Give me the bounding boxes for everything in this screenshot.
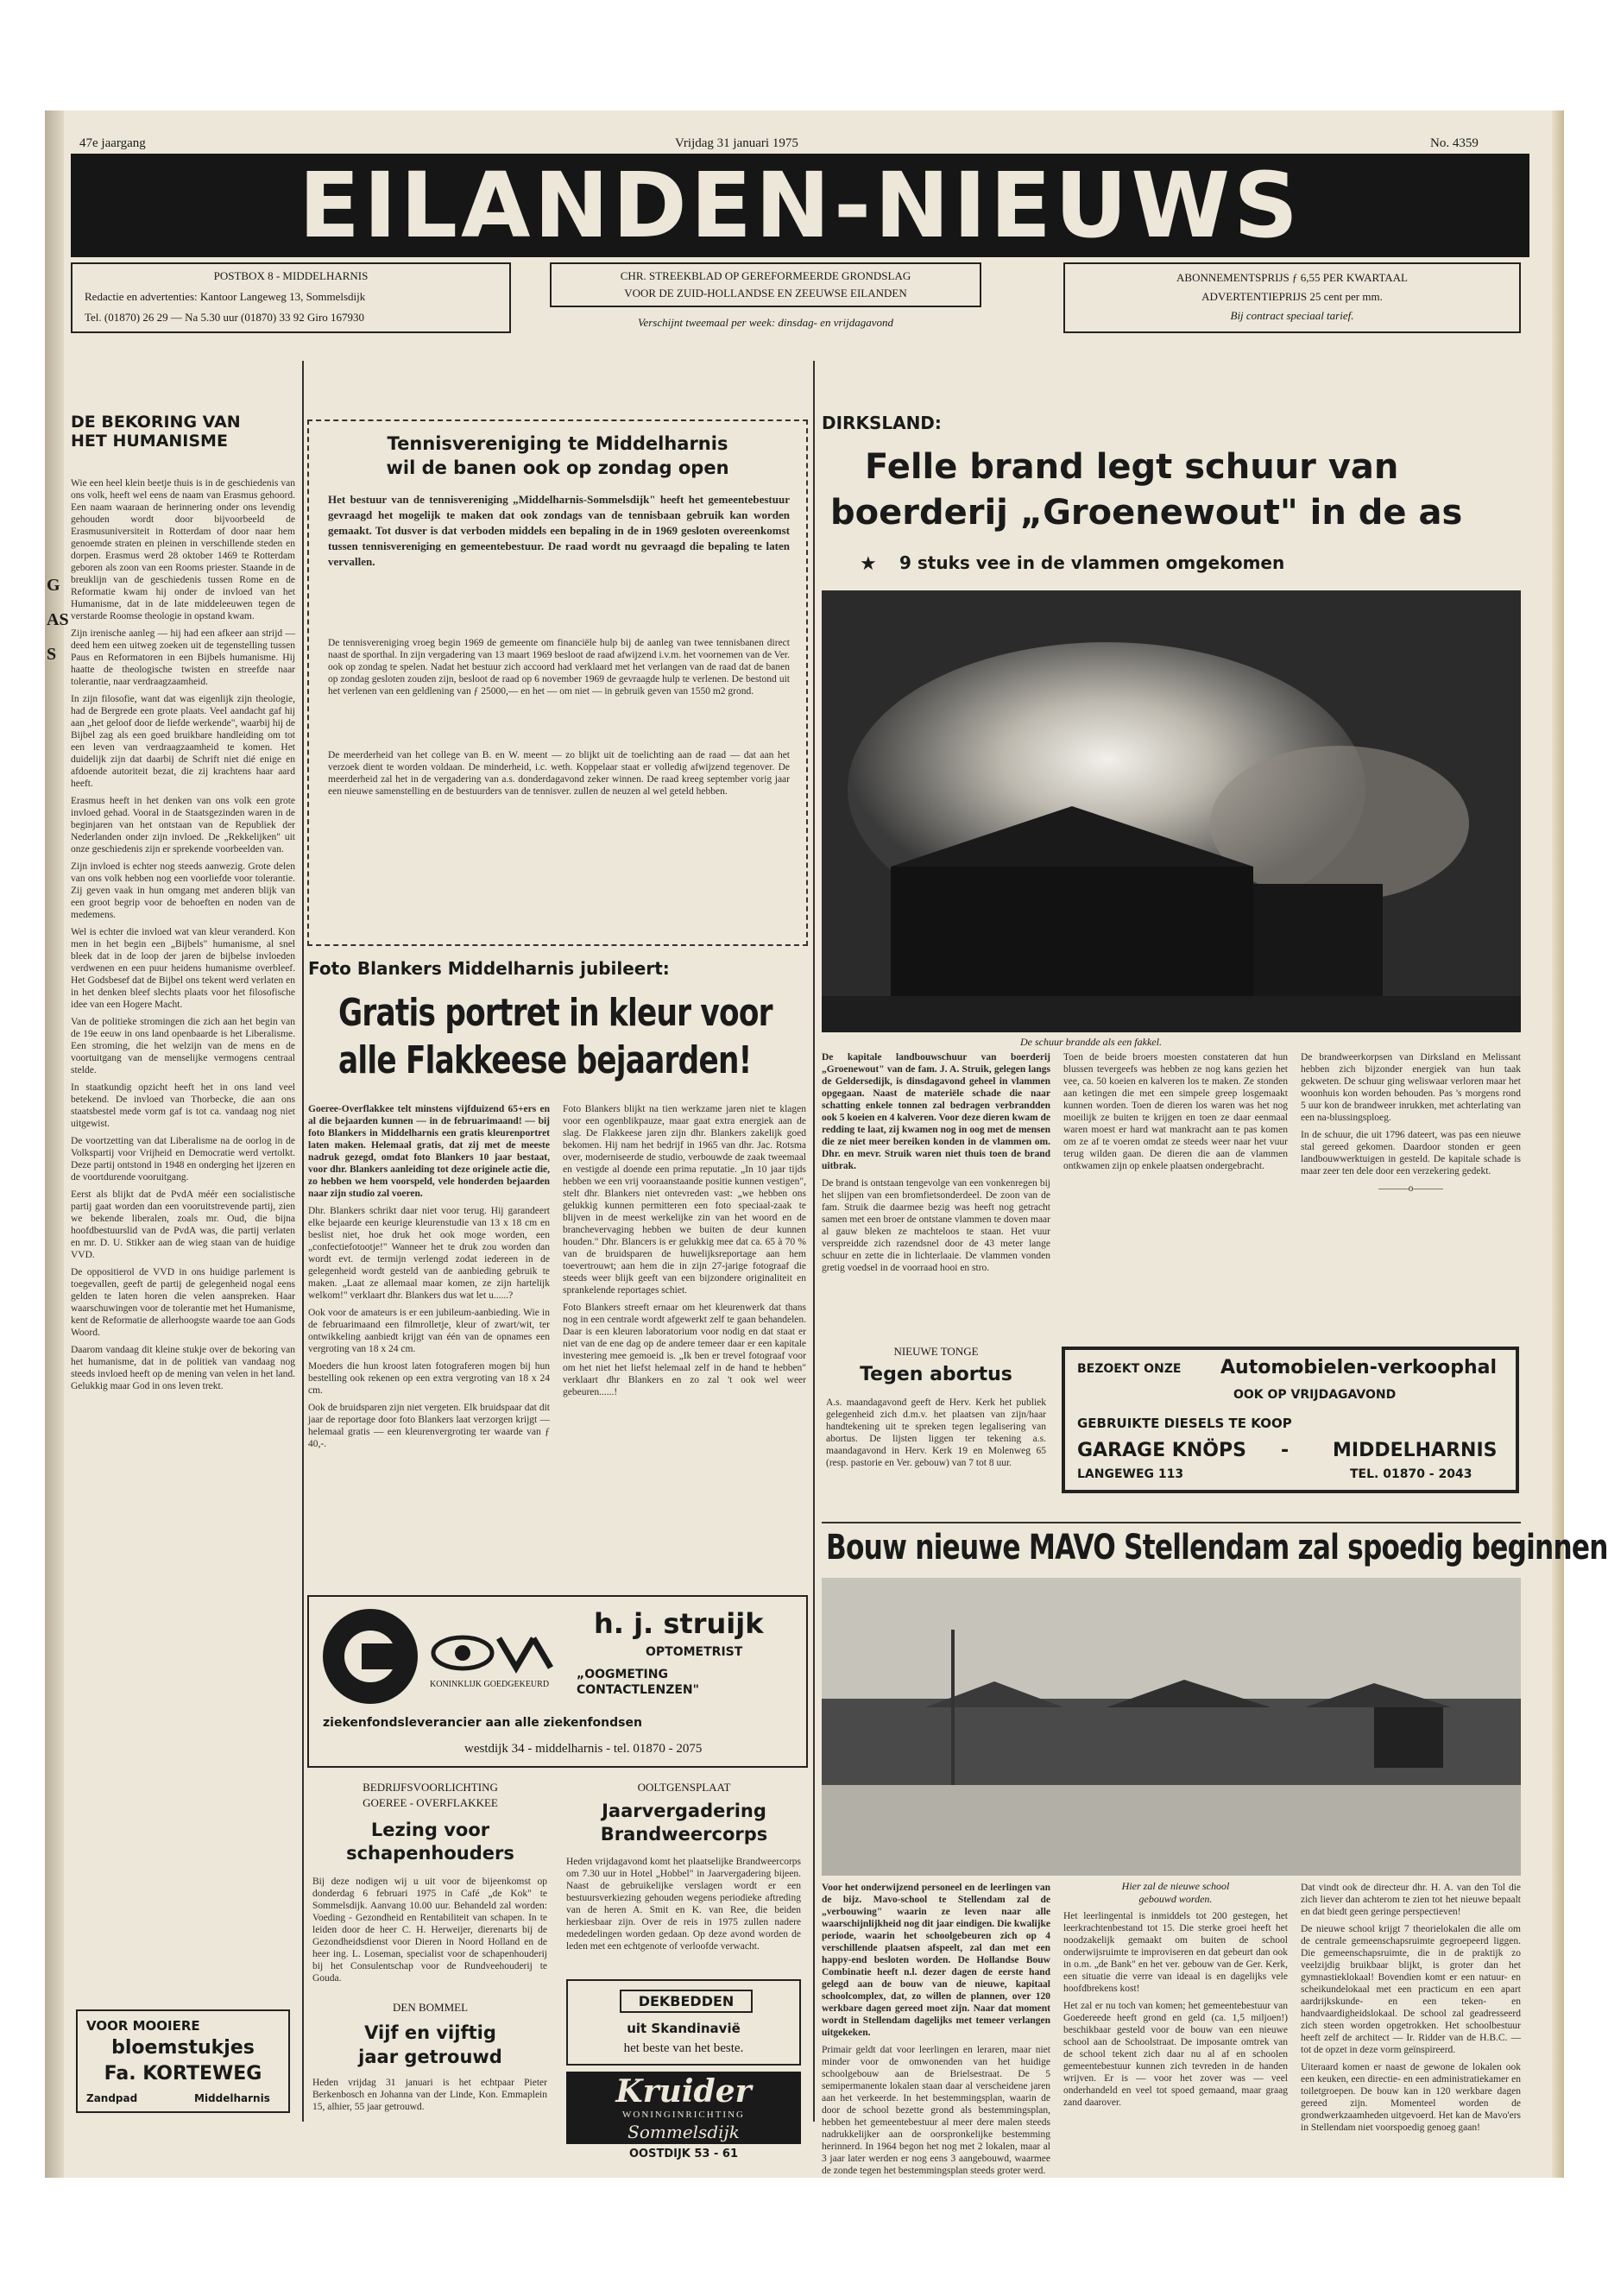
bommel-headline1: Vijf en vijftig [364,2022,496,2043]
brand-column2 [1063,1051,1288,1336]
infobox-center-sub: Verschijnt tweemaal per week: dinsdag- en vrijdagavond [637,316,894,329]
brandweer-body: Heden vrijdagavond komt het plaatselijke Brandweercorps om 7.30 uur in Hotel „Hobbel" in Jaarvergadering bijeen. Naast de gebruikelijke verslagen wordt er een bestuursverkiezing gehouden wegens periodieke aftreding van de heren A. Smit en K. van Ree, die beiden herkiesbaar zijn. Over de reis in 1975 zullen nadere mededelingen worden gedaan. Op deze avond worden de leden met een echtgenote of verloofde verwacht. [566,1857,801,1952]
mavo-caption2: gebouwd worden. [1138,1893,1213,1905]
portret-kicker: Foto Blankers Middelharnis jubileert: [308,958,670,979]
infobox-center-line1: CHR. STREEKBLAD OP GEREFORMEERDE GRONDSLAG [620,269,911,282]
korteweg-line1: VOOR MOOIERE [86,2018,200,2034]
lezing-headline1: Lezing voor [370,1820,490,1840]
portret-paragraph: Foto Blankers streeft ernaar om het kleurenwerk dat thans nog in een centrale wordt afgewerkt zelf te gaan behandelen. Daar is een kleuren laboratorium voor nodig en dat staat er niet van de ene dag op de andere temeer daar er een kapitale investering mee gemoeid is. „Ik ben er trevel fotograaf voor om het niet het liefst helemaal zelf in de hand te hebben" verklaart dhr Blankers en zo zal 't ook wel weer gebeuren......! [563,1303,806,1397]
infobox-right-line3: Bij contract speciaal tarief. [1230,309,1354,322]
dekbedden-advertisement [566,1979,801,2066]
mavo-paragraph: Het leerlingental is inmiddels tot 200 gestegen, het leerkrachtenbestand tot 15. Die sterke groei heeft het noodzakelijk gemaakt om buiten de school onderwijsruimte te improviseren en dat gebeurt dan ook in o.m. „de Bank" en het ver. gebouw van de Ger. Kerk, een situatie die verre van ideaal is en dagelijks vele hoofdbrekens kost! [1063,1911,1288,1994]
mavo-paragraph: Uiteraard komen er naast de gewone de lokalen ook een keuken, een directie- en een administratiekamer en toiletgroepen. De bouw kan in 120 werkbare dagen gereed zijn. Momenteel worden de grondwerkzaamheden uitgevoerd. Het kan de Mavo'ers in Stellendam niet voorspoedig genoeg gaan! [1301,2062,1521,2133]
brandweer-kicker: OOLTGENSPLAAT [637,1781,731,1794]
dekbedden-line2: uit Skandinavië [627,2021,741,2036]
portret-paragraph: Dhr. Blankers schrikt daar niet voor terug. Hij garandeert elke bejaarde een keurige kleurenstudie van 13 x 18 cm en beslist niet, hoe druk het ook moge worden, een „confectiefotootje!" Wanneer het te druk zou worden dan wordt evt. de termijn verlengd zodat iedereen in de gelegenheid wordt gesteld van de aanbieding gebruik te maken. „Laat ze allemaal maar komen, ze zijn hartelijk welkom!" verklaart dhr. Blankers dus wat let u......? [308,1206,550,1301]
humanisme-paragraph: Van de politieke stromingen die zich aan het begin van de 19e eeuw in ons land openbaarde is het Liberalisme. Een stroming, die het welzijn van de mens en de voortuitgang van de menselijke vermogens centraal stelde. [71,1017,295,1075]
jaargang: 47e jaargang [79,136,146,150]
mavo-column3 [1301,1882,1521,2167]
humanisme-paragraph: Wel is echter die invloed wat van kleur veranderd. Kon men in het begin een „Bijbels" humanisme, al snel bleek dat in de loop der jaren de bijbelse invloeden verdwenen en een puur heidens humanisme overbleef. Het Godsbesef dat de Bijbel ons tekent werd verlaten en in het denken bleef slechts plaats voor het filosofische idee van een Hogere Macht. [71,927,295,1010]
fire-photo [822,590,1521,1032]
humanisme-paragraph: Erasmus heeft in het denken van ons volk een grote invloed gehad. Vooral in de Staatsgezinden waren in de beginjaren van het ontstaan van de Republiek der Nederlanden onder zijn invloed. De „Rekkelijken" uit onze geschiedenis zijn er sprekende voorbeelden van. [71,796,295,855]
brand-subhead: 9 stuks vee in de vlammen omgekomen [899,552,1285,573]
garage-phone: TEL. 01870 - 2043 [1350,1467,1472,1481]
garage-line1b: Automobielen-verkoophal [1220,1357,1497,1378]
struijk-tagline1: „OOGMETING [577,1668,668,1681]
binding-spine [45,110,69,2178]
korteweg-place: Middelharnis [194,2092,270,2104]
brand-headline2: boerderij „Groenewout" in de as [830,493,1463,533]
humanisme-paragraph: Wie een heel klein beetje thuis is in de geschiedenis van ons volk, heeft wel eens de naam van Erasmus gehoord. Een naam waaraan de herinnering onder ons levendig gehouden wordt door bijvoorbeeld de Erasmusuniversiteit in Rotterdam of door naar hem genoemde straten en pleinen in verschillende steden en dorpen. Erasmus werd 28 oktober 1469 te Rotterdam geboren als zoon van een Rooms priester. Staande in de breuklijn van de geschiedenis tussen Rome en de Reformatie kwam hij onder de invloed van het Humanisme, dat in de late middeleeuwen tegen de verstarde Roomse theologie in opstand kwam. [71,478,295,621]
korteweg-advertisement [76,2009,290,2113]
portret-lead: Goeree-Overflakkee telt minstens vijfduizend 65+ers en al die bejaarden kunnen — in de februarimaand! — bij foto Blankers in Middelharnis een gratis kleurenportret laten maken. Helemaal gratis, dat zij met de meeste nadruk gezegd, omdat foto Blankers 10 jaar bestaat, voor dhr. Blankers aanleiding tot deze originele actie die, zo hebben we hem voorspeld, vele honderden bejaarden naar zijn studio zal voeren. [308,1104,550,1199]
portret-paragraph: Foto Blankers blijkt na tien werkzame jaren niet te klagen voor een ogenblikpauze, maar gaat extra energiek aan de slag. De Flakkeese jaren zijn dhr. Blankers zakelijk goed bekomen. Hij nam het bedrijf in 1965 van dhr. Jac. Rotsma over, moderniseerde de studio, verbouwde de zaak tweemaal en vestigde al doende een prima reputatie. „In 10 jaar tijds hebben we een vrij vooraanstaande positie kunnen vestigen", stelt dhr. Blankers niet ontevreden vast: „we hebben ons gelukkig kunnen permitteren een foto speciaal-zaak te blijven in de meest werkelijke zin van het woord en de branchevervaging hebben we buiten de deur kunnen houden." Dhr. Blancers is er gelukkig mee dat ca. 65 à 70 % van de bruidsparen de huwelijksreportage aan hem toevertrouwt; aan hem die in zijn 27-jarige fotograaf die steeds weer blijk geeft van een bijzondere originaliteit en sprankelende reportages schiet. [563,1104,806,1296]
brand-caption: De schuur brandde als een fakkel. [1020,1036,1162,1048]
kruider-sub: WONINGINRICHTING [622,2110,745,2120]
margin-fragment: S [47,645,57,664]
garage-place: MIDDELHARNIS [1333,1440,1498,1461]
humanisme-paragraph: De oppositierol de VVD in ons huidige parlement is toegevallen, geeft de partij de gelegenheid nogal eens gelden te laten horen die velen aanspreken. Haar waarschuwingen voor de tolerantie met het Humanisme, kent de Reformatie de allerhoogste waarde toe aan Gods Woord. [71,1267,295,1338]
mavo-column2 [1063,1910,1288,2169]
abortus-body: A.s. maandagavond geeft de Herv. Kerk het publiek gelegenheid zich d.m.v. het plaatsen van zijn/haar handtekening uit te spreken tegen legalisering van abortus. De lijsten liggen ter tekening a.s. maandagavond in Herv. Kerk 19 en Molenweg 65 (resp. pastorie en Ver. gebouw) van 7 tot 8 uur. [826,1397,1046,1468]
abortus-kicker: NIEUWE TONGE [893,1345,979,1358]
garage-line3: GEBRUIKTE DIESELS TE KOOP [1077,1416,1292,1431]
portret-paragraph: Ook voor de amateurs is er een jubileum-aanbieding. Wie in de februarimaand een filmrolletje, kleur of zwart/wit, ter ontwikkeling aanbiedt krijgt van één van de opnames een vergroting van 18 x 24 cm. [308,1308,550,1354]
brand-lead: De kapitale landbouwschuur van boerderij „Groenewout" van de fam. J. A. Struik, gelegen langs de Geldersedijk, is dinsdagavond geheel in vlammen opgegaan. Naast de materiële schade die naar schatting enkele tonnen zal bedragen verbrandden ook 5 koeien en 4 kalveren. Voor deze dieren kwam de redding te laat, zij kwamen nog in oog met de mensen die ze niet meer bereiken konden in de vlammen om. Dhr. en mevr. Struik waren niet thuis toen de brand uitbrak. [822,1052,1050,1171]
mavo-paragraph: Het zal er nu toch van komen; het gemeentebestuur van Goedereede heeft grond en geld (ca. 1,5 miljoen!) beschikbaar gesteld voor de bouw van een nieuwe school aan de Schoolstraat. De imposante omtrek van de school tekent zich daar nu al af en schoolen gemeentebestuur kunnen zich tevreden in de handen wrijven. Er is — voor het zover was — veel onderhandeld en veel tot spoed gemaand, maar graag zand daarover. [1063,2001,1288,2108]
mavo-caption1: Hier zal de nieuwe school [1121,1880,1230,1892]
infobox-left [71,262,511,333]
tennis-headline1: Tennisvereniging te Middelharnis [387,433,728,454]
humanisme-article [71,477,295,2109]
mavo-lead: Voor het onderwijzend personeel en de leerlingen van de bijz. Mavo-school te Stellendam zal de „verbouwing" waarin ze leven naar alle waarschijnlijkheid nog dit jaar eindigen. Die kwalijke periode, waarin het schoolgebeuren zich op 4 verschillende plaatsen afspeelt, zal dan met een happy-end besloten worden. De Hollandse Bouw Combinatie heeft n.l. dezer dagen de eerste hand gelegd aan de bouw van de nieuwe, kapitaal schoolcomplex, dat, zo willen de plannen, over 120 werkbare dagen gereed moet zijn. Naar dat moment wordt in Stellendam dagelijks met temeer verlangen uitgekeken. [822,1883,1050,2038]
kruider-address: OOSTDIJK 53 - 61 [628,2148,739,2160]
tennis-article-box [307,419,808,946]
brand-column3 [1301,1051,1521,1336]
humanisme-paragraph: Zijn irenische aanleg — hij had een afkeer aan strijd — deed hem een uitweg zoeken uit de tegenstelling tussen Paus en Reformatoren in een Bijbels humanisme. Hij haatte de theologische twisten en streefde naar tolerantie, naar verdraagzaamheid. [71,628,295,687]
page-edge [1552,110,1564,2178]
korteweg-street: Zandpad [86,2092,138,2104]
section-rule [822,1522,1521,1523]
infobox-left-line3: Tel. (01870) 26 29 — Na 5.30 uur (01870) 33 92 Giro 167930 [85,311,365,324]
issue-number: No. 4359 [1430,136,1479,150]
mavo-photo [822,1578,1521,1876]
mavo-paragraph: De nieuwe school krijgt 7 theorielokalen die alle om de centrale gemeenschapsruimte gegroepeerd liggen. Die gemeenschapsruimte, die in de praktijk zo veelzijdig bruikbaar blijkt, is groter dan het gymnastieklokaal! Bovendien komt er een natuur- en scheikundelokaal met een practicum en een apart aardrijkskunde- en een teken- en handvaardigheidslokaal. De school zal geadresseerd zich steen worden opgetrokken. Het schoolbestuur heeft zelf de architect — Ir. Ridder van de H.B.C. — tot de opzet in deze vorm geïnspireerd. [1301,1924,1521,2055]
tennis-lead: Het bestuur van de tennisvereniging „Middelharnis-Sommelsdijk" heeft het gemeentebestuur gevraagd het mogelijk te maken dat ook zondags van de tennisbaan gebruik kan worden gemaakt. Tot dusver is dat verboden middels een bepaling in de in 1969 gesloten overeenkomst tussen tennisvereniging en gemeentebestuur. De raad wordt nu gevraagd die bepaling te laten vervallen. [328,493,790,568]
column-rule [302,361,304,2122]
brand-column1 [822,1051,1050,1328]
lezing-kicker1: BEDRIJFSVOORLICHTING [363,1781,498,1794]
struijk-logo-text: KONINKLIJK GOEDGEKEURD [430,1680,550,1689]
tennis-paragraph2: De meerderheid van het college van B. en W. meent — zo blijkt uit de toelichting aan de raad — dat aan het verzoek dient te worden voldaan. De minderheid, i.c. weth. Koppelaar staat er volledig afwijzend tegenover. De meerderheid zal het in de vergadering van a.s. donderdagavond zeker winnen. De raad kreeg september vorig jaar een nieuwe samenstelling en de bestuurders van de tennisver. zullen de neuzen al wel geteld hebben. [328,750,790,797]
portret-headline1: Gratis portret in kleur voor [338,991,772,1035]
lezing-headline2: schapenhouders [346,1843,514,1864]
humanisme-paragraph: Eerst als blijkt dat de PvdA méér een socialistische partij gaat worden dan een vooruitstrevende partij, zien we bekende liberalen, zoals mr. Oud, die bijna hoofdbestuurslid van de PvdA was, die partij verlaten en mr. D. U. Stikker aan de wieg staan van de huidige VVD. [71,1189,295,1260]
portret-headline2: alle Flakkeese bejaarden! [338,1038,752,1082]
newspaper-page [45,110,1608,2178]
mavo-headline: Bouw nieuwe MAVO Stellendam zal spoedig beginnen [826,1528,1608,1567]
humanisme-headline: DE BEKORING VAN HET HUMANISME [71,413,241,451]
brandweer-headline2: Brandweercorps [600,1824,768,1845]
star-icon: ★ [860,552,877,574]
kruider-advertisement [566,2072,801,2144]
column-rule [813,361,815,2122]
kruider-place: Sommelsdijk [627,2122,740,2142]
brand-paragraph: De brand is ontstaan tengevolge van een vonkenregen bij het slijpen van een bromfietsonderdeel. De zoon van de fam. Struik die daarmee bezig was heeft nog getracht samen met een broer de ontstane vlammen te doven maar al gauw bleken ze machteloos te staan. Het vuur verspreidde zich razendsnel door de 43 meter lange schuur en zette die in lichterlaaie. De vlammen vonden gretig voedsel in de voorraad hooi en stro. [822,1178,1050,1273]
struijk-tagline2: CONTACTLENZEN" [577,1683,699,1697]
margin-fragments [47,568,69,672]
portret-paragraph: Ook de bruidsparen zijn niet vergeten. Elk bruidspaar dat dit jaar de reportage door foto Blankers laat verzorgen krijgt — helemaal gratis — een kleurenvergroting ter waarde van ƒ 40,-. [308,1403,550,1449]
struijk-logo-icon [323,1609,418,1704]
abortus-headline: Tegen abortus [860,1364,1012,1385]
struijk-advertisement [307,1595,808,1768]
masthead [71,154,1529,257]
portret-paragraph: Moeders die hun kroost laten fotograferen mogen bij hun bestelling ook rekenen op een extra vergroting van 18 x 24 cm. [308,1361,550,1396]
humanisme-paragraph: In staatkundig opzicht heeft het in ons land veel betekend. De invloed van Thorbecke, die aan ons staatsbestel mede vorm gaf is tot ca. vandaag nog niet uitgewist. [71,1082,295,1129]
margin-fragment: AS [47,610,69,629]
issue-date: Vrijdag 31 januari 1975 [675,136,798,150]
infobox-center-line2: VOOR DE ZUID-HOLLANDSE EN ZEEUWSE EILANDEN [624,287,907,300]
brand-kicker: DIRKSLAND: [822,413,942,433]
garage-line2: OOK OP VRIJDAGAVOND [1233,1388,1397,1402]
mavo-paragraph: Primair geldt dat voor leerlingen en leraren, maar niet minder voor de omwonenden van het huidige schoolgebouw aan de Brielsestraat. De 5 semipermanente lokalen staan daar al verscheidene jaren aan het verkeerde. In het bestemmingsplan, waarin de door de school bezette grond als bestemmingsplan, hebben het gemeentebestuur al meer dere malen steeds nadrukkelijker aan de oorspronkelijke bestemming herinnerd. In 1964 begon het nog met 2 lokalen, maar al 3 jaar later werden er nog eens 3 aangebouwd, waarmee de zonde tegen het bestemmingsplan steeds groter werd. [822,2045,1050,2176]
tennis-headline2: wil de banen ook op zondag open [386,457,729,478]
infobox-left-line2: Redactie en advertenties: Kantoor Langeweg 13, Sommelsdijk [85,290,366,303]
humanisme-paragraph: Daarom vandaag dit kleine stukje over de bekoring van het humanisme, dat in de politiek van vandaag nog steeds invloed heeft op de mening van velen in het land. Gelukkig maar God in ons leven trekt. [71,1345,295,1391]
margin-fragment: G [47,576,60,595]
brand-headline1: Felle brand legt schuur van [865,447,1399,487]
struijk-profession: OPTOMETRIST [646,1645,743,1659]
mavo-column1 [822,1882,1050,2176]
korteweg-line2: bloemstukjes [111,2037,255,2059]
bommel-headline2: jaar getrouwd [358,2047,502,2067]
infobox-left-line1: POSTBOX 8 - MIDDELHARNIS [213,269,369,282]
brand-paragraph: In de schuur, die uit 1796 dateert, was pas een nieuwe stal gereed gekomen. Daardoor stonden er geen landbouwwerktuigen in gesteld. De kapitale schade is maar zeer ten dele door een verzekering gedekt. [1301,1130,1521,1176]
portret-column1 [308,1103,550,1586]
infobox-right-line2: ADVERTENTIEPRIJS 25 cent per mm. [1201,290,1383,303]
dekbedden-title: DEKBEDDEN [620,1990,753,2013]
infobox-center [550,262,981,307]
struijk-supplier: ziekenfondsleverancier aan alle ziekenfondsen [323,1716,642,1730]
lezing-body: Bij deze nodigen wij u uit voor de bijeenkomst op donderdag 6 februari 1975 in Café „de Kok" te Sommelsdijk. Aanvang 10.00 uur. Behandeld zal worden: Voeding - Gezondheid en Rentabiliteit van schapen. In te leiden door de heer C. H. Herweijer, dierenarts bij de Gezondheidsdienst voor Dieren in Noord Holland en de heer ing. L. Loseman, specialist voor de schapenhouderij bij het Consulentschap voor de Rundveehouderij te Gouda. [312,1877,547,1984]
humanisme-paragraph: De voortzetting van dat Liberalisme na de oorlog in de Volkspartij voor Vrijheid en Democratie werd vertolkt. Deze partij ontstond in 1948 en onderging het ijzeren en de voortdurende vooruitgang. [71,1136,295,1183]
mavo-paragraph: Dat vindt ook de directeur dhr. H. A. van den Tol die zich liever dan achterom te zien tot het nieuwe bepaalt en dat biedt geen geringe perspectieven! [1301,1883,1521,1917]
portret-column2 [563,1103,806,1586]
kruider-name: Kruider [615,2073,752,2110]
separator: ———o——— [1378,1183,1443,1194]
struijk-name: h. j. struijk [594,1607,764,1640]
bommel-kicker: DEN BOMMEL [392,2001,469,2014]
lezing-kicker2: GOEREE - OVERFLAKKEE [363,1796,498,1809]
infobox-right [1063,262,1521,333]
brandweer-headline1: Jaarvergadering [602,1801,766,1821]
struijk-address: westdijk 34 - middelharnis - tel. 01870 - 2075 [464,1742,703,1756]
garage-dash: - [1281,1440,1290,1461]
garage-street: LANGEWEG 113 [1077,1467,1184,1481]
masthead-title: EILANDEN-NIEUWS [299,153,1302,258]
bommel-body: Heden vrijdag 31 januari is het echtpaar Pieter Berkenbosch en Johanna van der Linde, Kon. Emmaplein 15, alhier, 55 jaar getrouwd. [312,2078,547,2112]
humanisme-paragraph: Zijn invloed is echter nog steeds aanwezig. Grote delen van ons volk hebben nog een voorliefde voor tolerantie. Zij geven vaak in hun omgang met anderen blijk van een groot begrip voor de behoeften en noden van de medemens. [71,861,295,920]
brand-paragraph: Toen de beide broers moesten constateren dat hun blussen tevergeefs was hebben ze nog kans gezien het vee, ca. 50 koeien en kalveren los te maken. Ze stonden aan ketingen die met een simpele greep losgemaakt kunnen worden. Toen de dieren los waren was het nog moeilijk ze buiten te krijgen en toen ze daar eenmaal waren moest er hard wat mankracht aan te pas komen om ze af te voeren omdat ze steeds weer naar het vuur terug wilden gaan. De dieren die aan de vlammen ontkwamen zijn op enkele plaatsen ondergebracht. [1063,1052,1288,1171]
humanisme-paragraph: In zijn filosofie, want dat was eigenlijk zijn theologie, had de Bergrede een grote plaats. Veel aandacht gaf hij aan „het geloof door de liefde werkende", waarbij hij de Bijbel zag als een goed bruikbare handleiding om tot een leven van verdraagzaamheid te komen. Het duidelijk zijn dat daarbij de Schrift niet dié enige en afdoende autoriteit bezat, die zij krachtens haar aard heeft. [71,694,295,789]
eye-logo-icon [430,1631,559,1675]
korteweg-line3: Fa. KORTEWEG [104,2063,262,2085]
garage-advertisement [1062,1347,1519,1493]
infobox-right-line1: ABONNEMENTSPRIJS ƒ 6,55 PER KWARTAAL [1176,271,1408,284]
brand-paragraph: De brandweerkorpsen van Dirksland en Melissant hebben zich bijzonder energiek van hun taak gekweten. De schuur ging weliswaar verloren maar het woonhuis kon worden behouden. Pas 's morgens rond 5 uur kon de brandweer inrukken, met achterlating van een na-blussingsploeg. [1301,1052,1521,1123]
garage-name: GARAGE KNÖPS [1077,1440,1246,1461]
dekbedden-line3: het beste van het beste. [623,2041,744,2055]
tennis-paragraph1: De tennisvereniging vroeg begin 1969 de gemeente om financiële hulp bij de aanleg van twee tennisbanen direct naast de sporthal. In zijn vergadering van 13 maart 1969 besloot de raad afwijzend i.v.m. het voornemen van de Ver. ook op zondag te spelen. Nadat het bestuur zich accoord had verklaard met het verlangen van de raad dat de banen op zondag gesloten zouden zijn, besloot de raad op 6 november 1969 de gevraagde hulp te verlenen. De bestond uit het verlenen van een geldlening van ƒ 25000,— en het — om niet — in gebruik geven van 1550 m2 grond. [328,638,790,697]
garage-line1a: BEZOEKT ONZE [1077,1362,1182,1376]
